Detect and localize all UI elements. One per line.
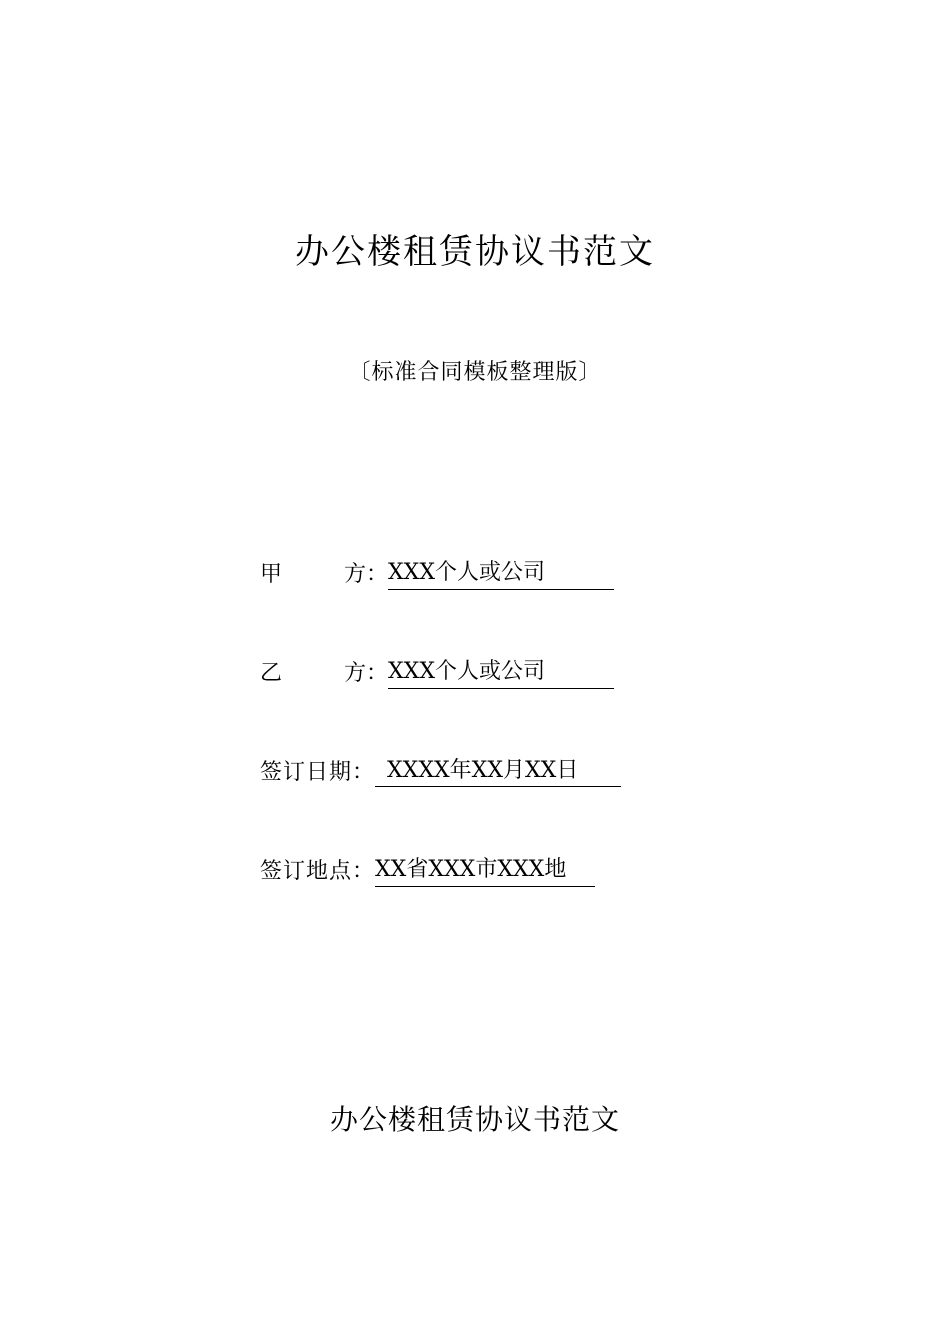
party-b-field <box>260 658 614 690</box>
party-b-label <box>260 658 388 690</box>
document-subtitle: 〔标准合同模板整理版〕 <box>348 360 602 385</box>
signing-date-label: 签订日期： <box>260 760 376 785</box>
party-b-label-last: 方： <box>343 661 388 686</box>
party-a-value: XXX个人或公司 <box>388 559 614 590</box>
document-title: 办公楼租赁协议书范文 <box>295 232 655 272</box>
signing-place-value: XX省XXX市XXX地 <box>375 856 595 887</box>
party-b-label-first: 乙 <box>260 661 283 686</box>
footer-title: 办公楼租赁协议书范文 <box>329 1103 620 1136</box>
party-a-label <box>260 559 388 591</box>
signing-date-value: XXXX年XX月XX日 <box>375 757 621 787</box>
signing-place-label: 签订地点： <box>260 859 376 884</box>
party-b-value: XXX个人或公司 <box>388 658 614 689</box>
party-a-label-first: 甲 <box>260 562 283 587</box>
signing-place-field <box>260 856 595 888</box>
party-a-field <box>260 559 614 591</box>
party-a-label-last: 方： <box>343 562 388 587</box>
signing-date-field <box>260 757 621 789</box>
